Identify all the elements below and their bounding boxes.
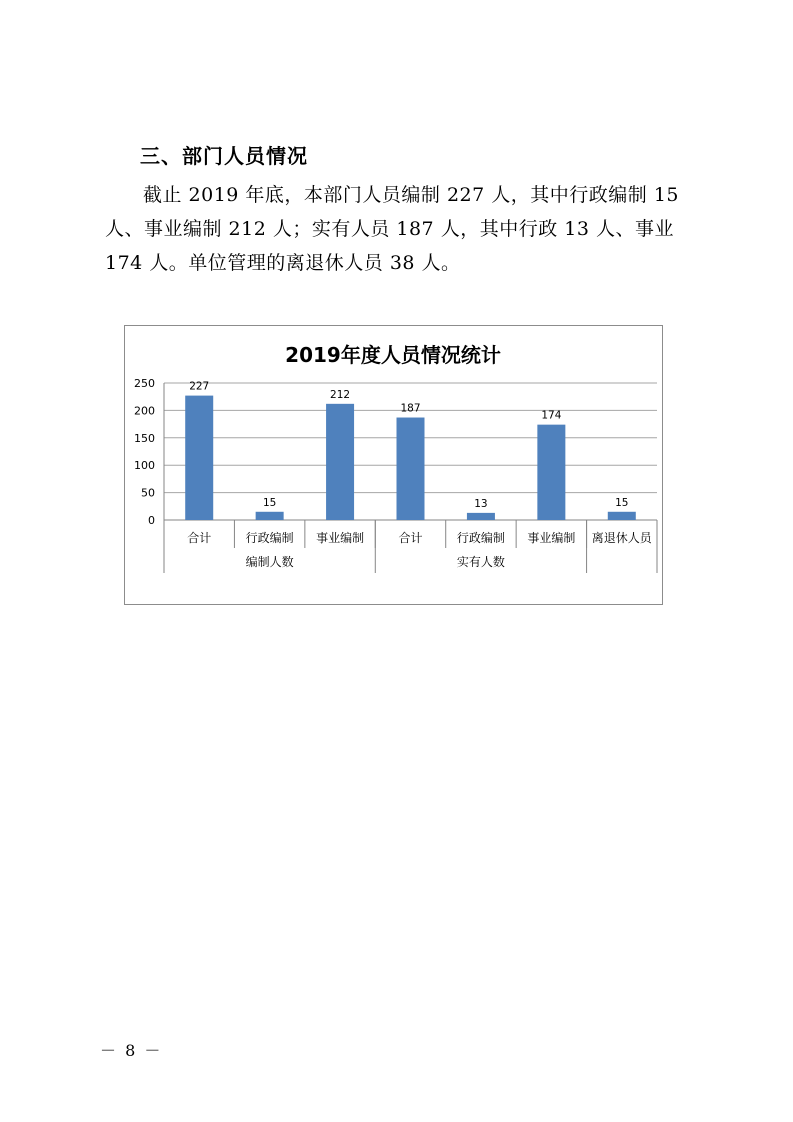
- category-label: 合计: [398, 531, 423, 545]
- group-label: 编制人数: [245, 555, 294, 569]
- section-paragraph: [105, 178, 695, 280]
- bar: [185, 396, 213, 520]
- paragraph-line: 截止 2019 年底，本部门人员编制 227 人，其中行政编制 15: [143, 184, 679, 206]
- page-number: － 8 －: [100, 1041, 163, 1060]
- data-label: 15: [262, 496, 277, 509]
- staff-chart-svg: [125, 326, 662, 604]
- chart-title: 2019年度人员情况统计: [285, 343, 501, 367]
- category-label: 合计: [187, 531, 212, 545]
- group-label: 实有人数: [456, 555, 505, 569]
- data-label: 13: [474, 497, 488, 510]
- y-tick-label: 150: [134, 431, 155, 445]
- data-label: 187: [400, 402, 421, 415]
- data-label: 174: [541, 409, 562, 422]
- category-label: 行政编制: [245, 531, 294, 545]
- section-heading: 三、部门人员情况: [140, 144, 308, 168]
- category-label: 行政编制: [456, 531, 505, 545]
- y-tick-label: 100: [134, 459, 155, 473]
- data-label: 15: [615, 496, 629, 509]
- y-tick-label: 50: [141, 486, 155, 500]
- y-tick-label: 250: [134, 377, 155, 390]
- paragraph-line: 174 人。单位管理的离退休人员 38 人。: [105, 252, 461, 274]
- staff-chart: [124, 325, 663, 605]
- y-tick-label: 200: [134, 404, 155, 418]
- data-label: 227: [189, 380, 210, 393]
- category-label: 事业编制: [316, 531, 365, 545]
- category-label: 事业编制: [527, 531, 576, 545]
- y-tick-label: 0: [148, 514, 155, 527]
- category-label: 离退休人员: [591, 531, 652, 545]
- bar: [256, 512, 284, 520]
- paragraph-line: 人、事业编制 212 人；实有人员 187 人，其中行政 13 人、事业: [105, 218, 674, 240]
- bar: [397, 418, 425, 520]
- bar: [537, 425, 565, 520]
- bar: [467, 513, 495, 520]
- bar: [326, 404, 354, 520]
- bar: [608, 512, 636, 520]
- data-label: 212: [330, 388, 351, 401]
